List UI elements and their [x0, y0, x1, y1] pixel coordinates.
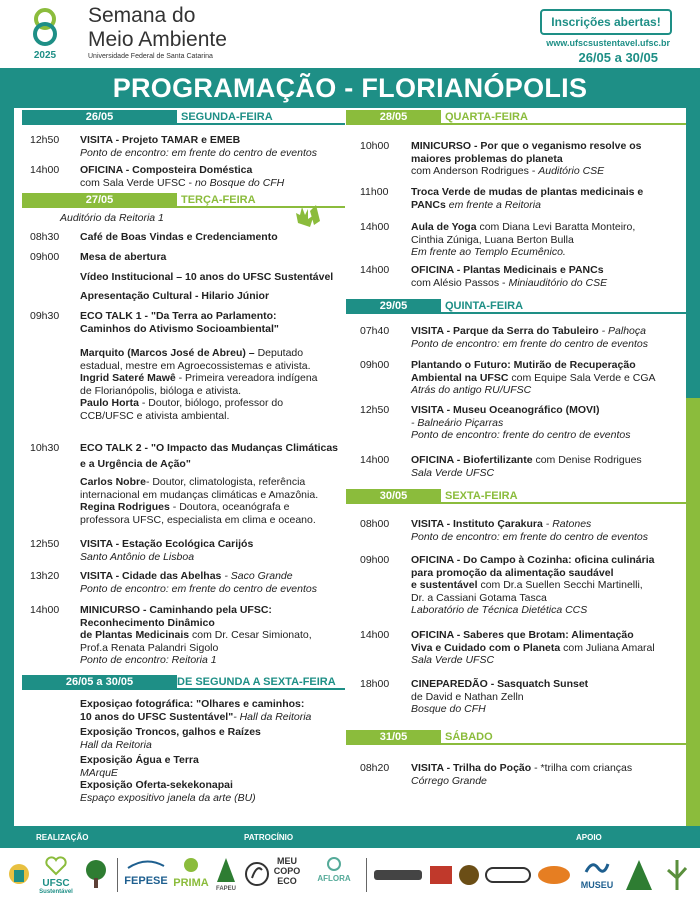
- supporter-logo-icon: [484, 856, 532, 896]
- brand: [88, 4, 227, 60]
- day-name: TERÇA-FEIRA: [181, 194, 256, 206]
- day-date: 30/05: [346, 489, 441, 504]
- left-stripe: [0, 108, 14, 826]
- fapeu-pen-icon: [215, 856, 237, 884]
- label-apoio: APOIO: [576, 833, 602, 842]
- exhibitions: Exposiçao fotográfica: "Olhares e caminhos: 10 anos do UFSC Sustentável"- Hall da Reitoria Exposição Troncos, galhos e Raízes Hall da Reitoria Exposição Água e Terra MArquE Exposição Oferta-sekekonapai Espaço expositivo janela da arte (BU): [80, 698, 312, 804]
- sign-language-icon: [292, 203, 322, 231]
- footer-bar: [0, 826, 700, 848]
- day-name: SEXTA-FEIRA: [445, 490, 518, 502]
- tree-logo-icon: [80, 856, 112, 896]
- supporter-logo-icon: [372, 856, 424, 896]
- day-date: 26/05 a 30/05: [22, 675, 177, 690]
- day-name: QUINTA-FEIRA: [445, 300, 524, 312]
- supporter-logo-icon: [428, 856, 454, 896]
- label-patrocinio: PATROCÍNIO: [244, 833, 294, 842]
- day-date: 28/05: [346, 110, 441, 125]
- day-header-segunda: [22, 110, 345, 125]
- event-dates: 26/05 a 30/05: [578, 50, 658, 65]
- supporter-logo-icon: [660, 856, 694, 896]
- prima-flower-icon: [181, 856, 201, 874]
- museu-logo: MUSEU: [578, 856, 616, 896]
- supporter-logo-icon: [536, 856, 572, 896]
- day-date: 31/05: [346, 730, 441, 745]
- ufsc-heart-icon: [44, 856, 68, 876]
- event-year: 2025: [33, 50, 57, 61]
- day-name: SÁBADO: [445, 731, 493, 743]
- header: [0, 0, 700, 68]
- venue: Auditório da Reitoria 1: [60, 212, 164, 224]
- fepese-logo: FEPESE: [122, 856, 170, 896]
- site-link[interactable]: www.ufscsustentavel.ufsc.br: [546, 38, 670, 48]
- left-column: 26/05 SEGUNDA-FEIRA 12h50 VISITA - Projeto TAMAR e EMEB Ponto de encontro: em frente do centro de eventos 14h00 OFICINA - Composteira Doméstica com Sala Verde UFSC - no Bosque do CFH 27/05 TERÇA-FEIRA Auditório da Reitoria 1 08h30 Café de Boas Vindas e Credenciamento 09h00 Mesa de abertura Vídeo Institucional – 10 anos do UFSC Sustentável Apresentação Cultural - Hilario Júnior 09h30 ECO TALK 1 - "Da Terra ao Parlamento: Caminhos do Ativismo Socioambiental" Marquito (Marcos José de Abreu) – Deputado estadual, mestre em Agroecossistemas e ativista. Ingrid Sateré Mawê - Primeira vereadora indígena de Florianópolis, bióloga e ativista. Paulo Horta - Doutor, biólogo, professor do CCB/UFSC e ativista ambiental. 10h30 ECO TALK 2 - "O Impacto das Mudanças Climáticas e a Urgência de Ação" Carlos Nobre- Doutor, climatologista, referência internacional em mudanças climáticas e Amazônia. Regina Rodrigues - Doutora, oceanógrafa e professora UFSC, especialista em clima e oceano. 12h50 VISITA - Estação Ecológica Carijós Santo Antônio de Lisboa 13h20 VISITA - Cidade das Abelhas - Saco Grande Ponto de encontro: em frente do centro de eventos 14h00 MINICURSO - Caminhando pela UFSC: Reconhecimento Dinâmico de Plantas Medicinais com Dr. Cesar Simionato, Prof.a Renata Palandri Sigolo Ponto de encontro: Reitoria 1 26/05 a 30/05 DE SEGUNDA A SEXTA-FEIRA Exposiçao fotográfica: "Olhares e caminhos: 10 anos do UFSC Sustentável"- Hall da Reitoria Exposição Troncos, galhos e Raízes Hall da Reitoria Exposição Água e Terra MArquE Exposição Oferta-sekekonapai Espaço expositivo janela da arte (BU): [22, 108, 345, 826]
- fepese-wave-icon: [126, 856, 166, 872]
- day-name: QUARTA-FEIRA: [445, 111, 528, 123]
- day-header-semana: [22, 675, 345, 690]
- right-stripe-green: [686, 398, 700, 826]
- brand-line-2: Meio Ambiente: [88, 28, 227, 51]
- brand-subtitle: Universidade Federal de Santa Catarina: [88, 53, 213, 60]
- right-column: 28/05 QUARTA-FEIRA 10h00 MINICURSO - Por que o veganismo resolve os maiores problemas do planeta com Anderson Rodrigues - Auditório CSE 11h00 Troca Verde de mudas de plantas medicinais e PANCs em frente a Reitoria 14h00 Aula de Yoga com Diana Levi Baratta Monteiro, Cinthia Zúniga, Luana Berton Bulla Em frente ao Templo Ecumênico. 14h00 OFICINA - Plantas Medicinais e PANCs com Alésio Passos - Miniauditório do CSE 29/05 QUINTA-FEIRA 07h40 VISITA - Parque da Serra do Tabuleiro - Palhoça Ponto de encontro: em frente do centro de eventos 09h00 Plantando o Futuro: Mutirão de Recuperação Ambiental na UFSC com Equipe Sala Verde e CGA Atrás do antigo RU/UFSC 12h50 VISITA - Museu Oceanográfico (MOVI) - Balneário Piçarras Ponto de encontro: frente do centro de eventos 14h00 OFICINA - Biofertilizante com Denise Rodrigues Sala Verde UFSC 30/05 SEXTA-FEIRA 08h00 VISITA - Instituto Çarakura - Ratones Ponto de encontro: em frente do centro de eventos 09h00 OFICINA - Do Campo à Cozinha: oficina culinária para promoção da alimentação saudável e sustentável com Dr.a Suellen Secchi Martinelli, Dr. a Cassiani Gotama Tasca Laboratório de Técnica Dietética CCS 14h00 OFICINA - Saberes que Brotam: Alimentação Viva e Cuidado com o Planeta com Juliana Amaral Sala Verde UFSC 18h00 CINEPAREDÃO - Sasquatch Sunset de David e Nathan Zelln Bosque do CFH 31/05 SÁBADO 08h20 VISITA - Trilha do Poção - *trilha com crianças Córrego Grande: [346, 108, 686, 826]
- meu-copo-logo: MEU COPO ECO: [273, 856, 301, 886]
- supporter-logo-icon: [456, 856, 482, 896]
- day-header-quarta: [346, 110, 686, 125]
- signup-button[interactable]: Inscrições abertas!: [540, 9, 672, 35]
- day-date: 27/05: [22, 193, 177, 208]
- ufsc-logo: UFSC Sustentável: [36, 856, 76, 896]
- sc-coat-of-arms-icon: [6, 856, 32, 896]
- leaf-circle-icon: [244, 856, 270, 896]
- sponsor-logos: [0, 852, 700, 900]
- supporter-logo-icon: [622, 856, 656, 896]
- aflora-logo: AFLORA: [306, 856, 362, 896]
- day-name: SEGUNDA-FEIRA: [181, 111, 273, 123]
- page-title: PROGRAMAÇÃO - FLORIANÓPOLIS: [0, 68, 700, 108]
- day-header-quinta: [346, 299, 686, 314]
- label-realizacao: REALIZAÇÃO: [36, 833, 89, 842]
- day-date: 29/05: [346, 299, 441, 314]
- prima-logo: PRIMA: [172, 856, 210, 896]
- aflora-icon: [326, 856, 342, 872]
- right-stripe-teal: [686, 108, 700, 398]
- brand-line-1: Semana do: [88, 4, 196, 27]
- day-header-sexta: [346, 489, 686, 504]
- wave-icon: [584, 856, 610, 878]
- fapeu-logo: FAPEU: [212, 856, 240, 896]
- day-date: 26/05: [22, 110, 177, 125]
- day-header-sabado: [346, 730, 686, 745]
- day-name: DE SEGUNDA A SEXTA-FEIRA: [177, 676, 336, 688]
